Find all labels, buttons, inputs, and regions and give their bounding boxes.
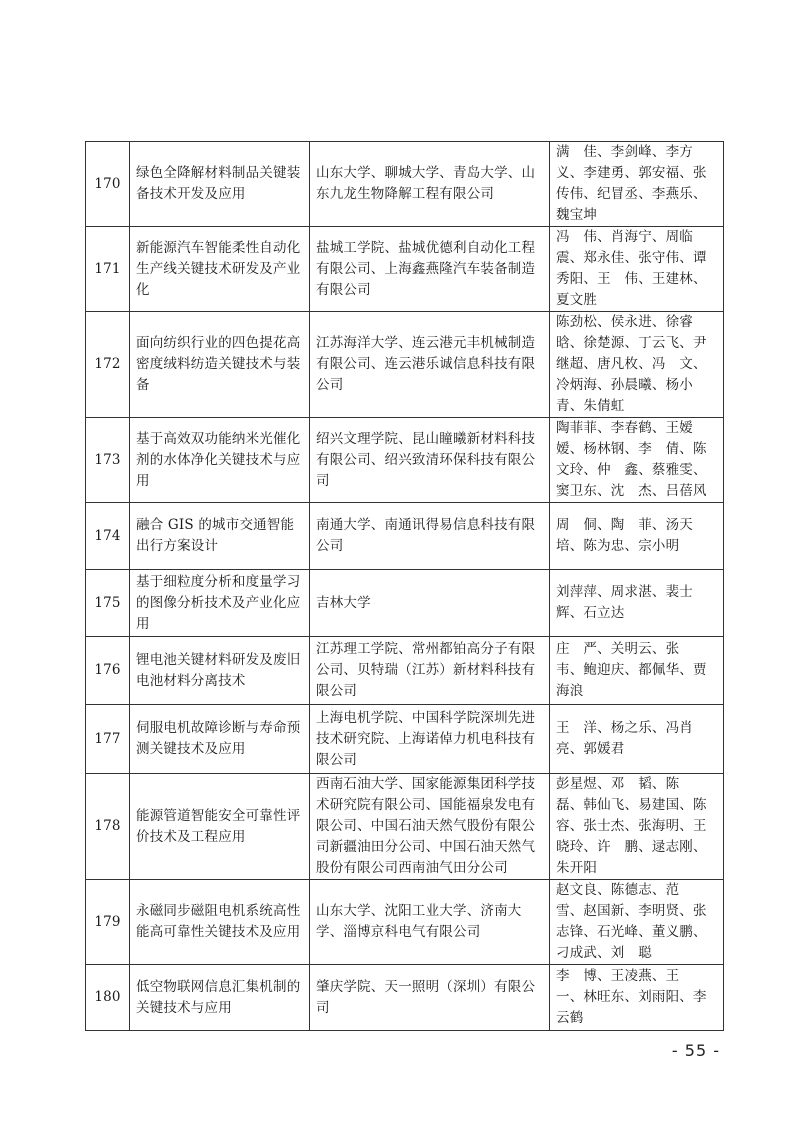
project-name: 面向纺织行业的四色提花高密度绒料纺造关键技术与装备 [130,312,310,418]
row-number: 175 [86,570,130,637]
table-row [86,637,724,705]
project-name: 伺服电机故障诊断与寿命预测关键技术及应用 [130,705,310,774]
page-number: - 55 - [671,1041,720,1060]
table-row [86,965,724,1031]
project-name: 新能源汽车智能柔性自动化生产线关键技术研发及产业化 [130,227,310,312]
completing-units: 肇庆学院、天一照明（深圳）有限公司 [310,965,550,1031]
completing-units: 上海电机学院、中国科学院深圳先进技术研究院、上海诺倬力机电科技有限公司 [310,705,550,774]
completing-units: 西南石油大学、国家能源集团科学技术研究院有限公司、国能福泉发电有限公司、中国石油天然气股份有限公司新疆油田分公司、中国石油天然气股份有限公司西南油气田分公司 [310,774,550,880]
table-row [86,227,724,312]
table-row [86,142,724,227]
main-contributors: 陈劲松、侯永进、徐睿晗、徐楚源、丁云飞、尹继超、唐凡枚、冯 文、冷炳海、孙晨曦、杨小青、朱倩虹 [550,312,724,418]
table-row [86,774,724,880]
table-row [86,705,724,774]
table-row [86,570,724,637]
project-name: 能源管道智能安全可靠性评价技术及工程应用 [130,774,310,880]
row-number: 178 [86,774,130,880]
main-contributors: 满 佳、李剑峰、李方义、李建勇、郭安福、张传伟、纪冒丞、李燕乐、魏宝坤 [550,142,724,227]
completing-units: 江苏理工学院、常州都铂高分子有限公司、贝特瑞（江苏）新材料科技有限公司 [310,637,550,705]
row-number: 172 [86,312,130,418]
row-number: 179 [86,880,130,965]
project-name: 锂电池关键材料研发及废旧电池材料分离技术 [130,637,310,705]
project-name: 低空物联网信息汇集机制的关键技术与应用 [130,965,310,1031]
main-contributors: 李 博、王凌燕、王 一、林旺东、刘雨阳、李云鹤 [550,965,724,1031]
completing-units: 吉林大学 [310,570,550,637]
row-number: 176 [86,637,130,705]
row-number: 170 [86,142,130,227]
main-contributors: 周 侗、陶 菲、汤天培、陈为忠、宗小明 [550,503,724,570]
main-contributors: 陶菲菲、李春鹤、王嫒嫒、杨林钢、李 倩、陈文玲、仲 鑫、蔡雅雯、窦卫东、沈 杰、吕蓓风 [550,418,724,503]
completing-units: 盐城工学院、盐城优德利自动化工程有限公司、上海鑫燕隆汽车装备制造有限公司 [310,227,550,312]
table-row [86,880,724,965]
award-table [85,141,724,1031]
main-contributors: 冯 伟、肖海宁、周临震、郑永佳、张守伟、谭秀阳、王 伟、王建林、夏文胜 [550,227,724,312]
completing-units: 山东大学、沈阳工业大学、济南大学、淄博京科电气有限公司 [310,880,550,965]
table-row [86,418,724,503]
completing-units: 山东大学、聊城大学、青岛大学、山东九龙生物降解工程有限公司 [310,142,550,227]
project-name: 永磁同步磁阻电机系统高性能高可靠性关键技术及应用 [130,880,310,965]
project-name: 绿色全降解材料制品关键装备技术开发及应用 [130,142,310,227]
main-contributors: 赵文良、陈德志、范 雪、赵国新、李明贤、张志锋、石光峰、董义鹏、刁成武、刘 聪 [550,880,724,965]
row-number: 171 [86,227,130,312]
table-row [86,503,724,570]
project-name: 基于细粒度分析和度量学习的图像分析技术及产业化应用 [130,570,310,637]
row-number: 174 [86,503,130,570]
row-number: 173 [86,418,130,503]
table-row [86,312,724,418]
award-table-body [86,142,724,1031]
project-name: 基于高效双功能纳米光催化剂的水体净化关键技术与应用 [130,418,310,503]
main-contributors: 王 洋、杨之乐、冯肖亮、郭媛君 [550,705,724,774]
completing-units: 江苏海洋大学、连云港元丰机械制造有限公司、连云港乐诚信息科技有限公司 [310,312,550,418]
row-number: 180 [86,965,130,1031]
main-contributors: 彭星煜、邓 韬、陈 磊、韩仙飞、易建国、陈 容、张士杰、张海明、王晓玲、许 鹏、逯志刚、朱开阳 [550,774,724,880]
project-name: 融合 GIS 的城市交通智能出行方案设计 [130,503,310,570]
main-contributors: 庄 严、关明云、张 韦、鲍迎庆、都佩华、贾海浪 [550,637,724,705]
main-contributors: 刘萍萍、周求湛、裴士辉、石立达 [550,570,724,637]
completing-units: 南通大学、南通讯得易信息科技有限公司 [310,503,550,570]
row-number: 177 [86,705,130,774]
completing-units: 绍兴文理学院、昆山瞳曦新材料科技有限公司、绍兴致清环保科技有限公司 [310,418,550,503]
